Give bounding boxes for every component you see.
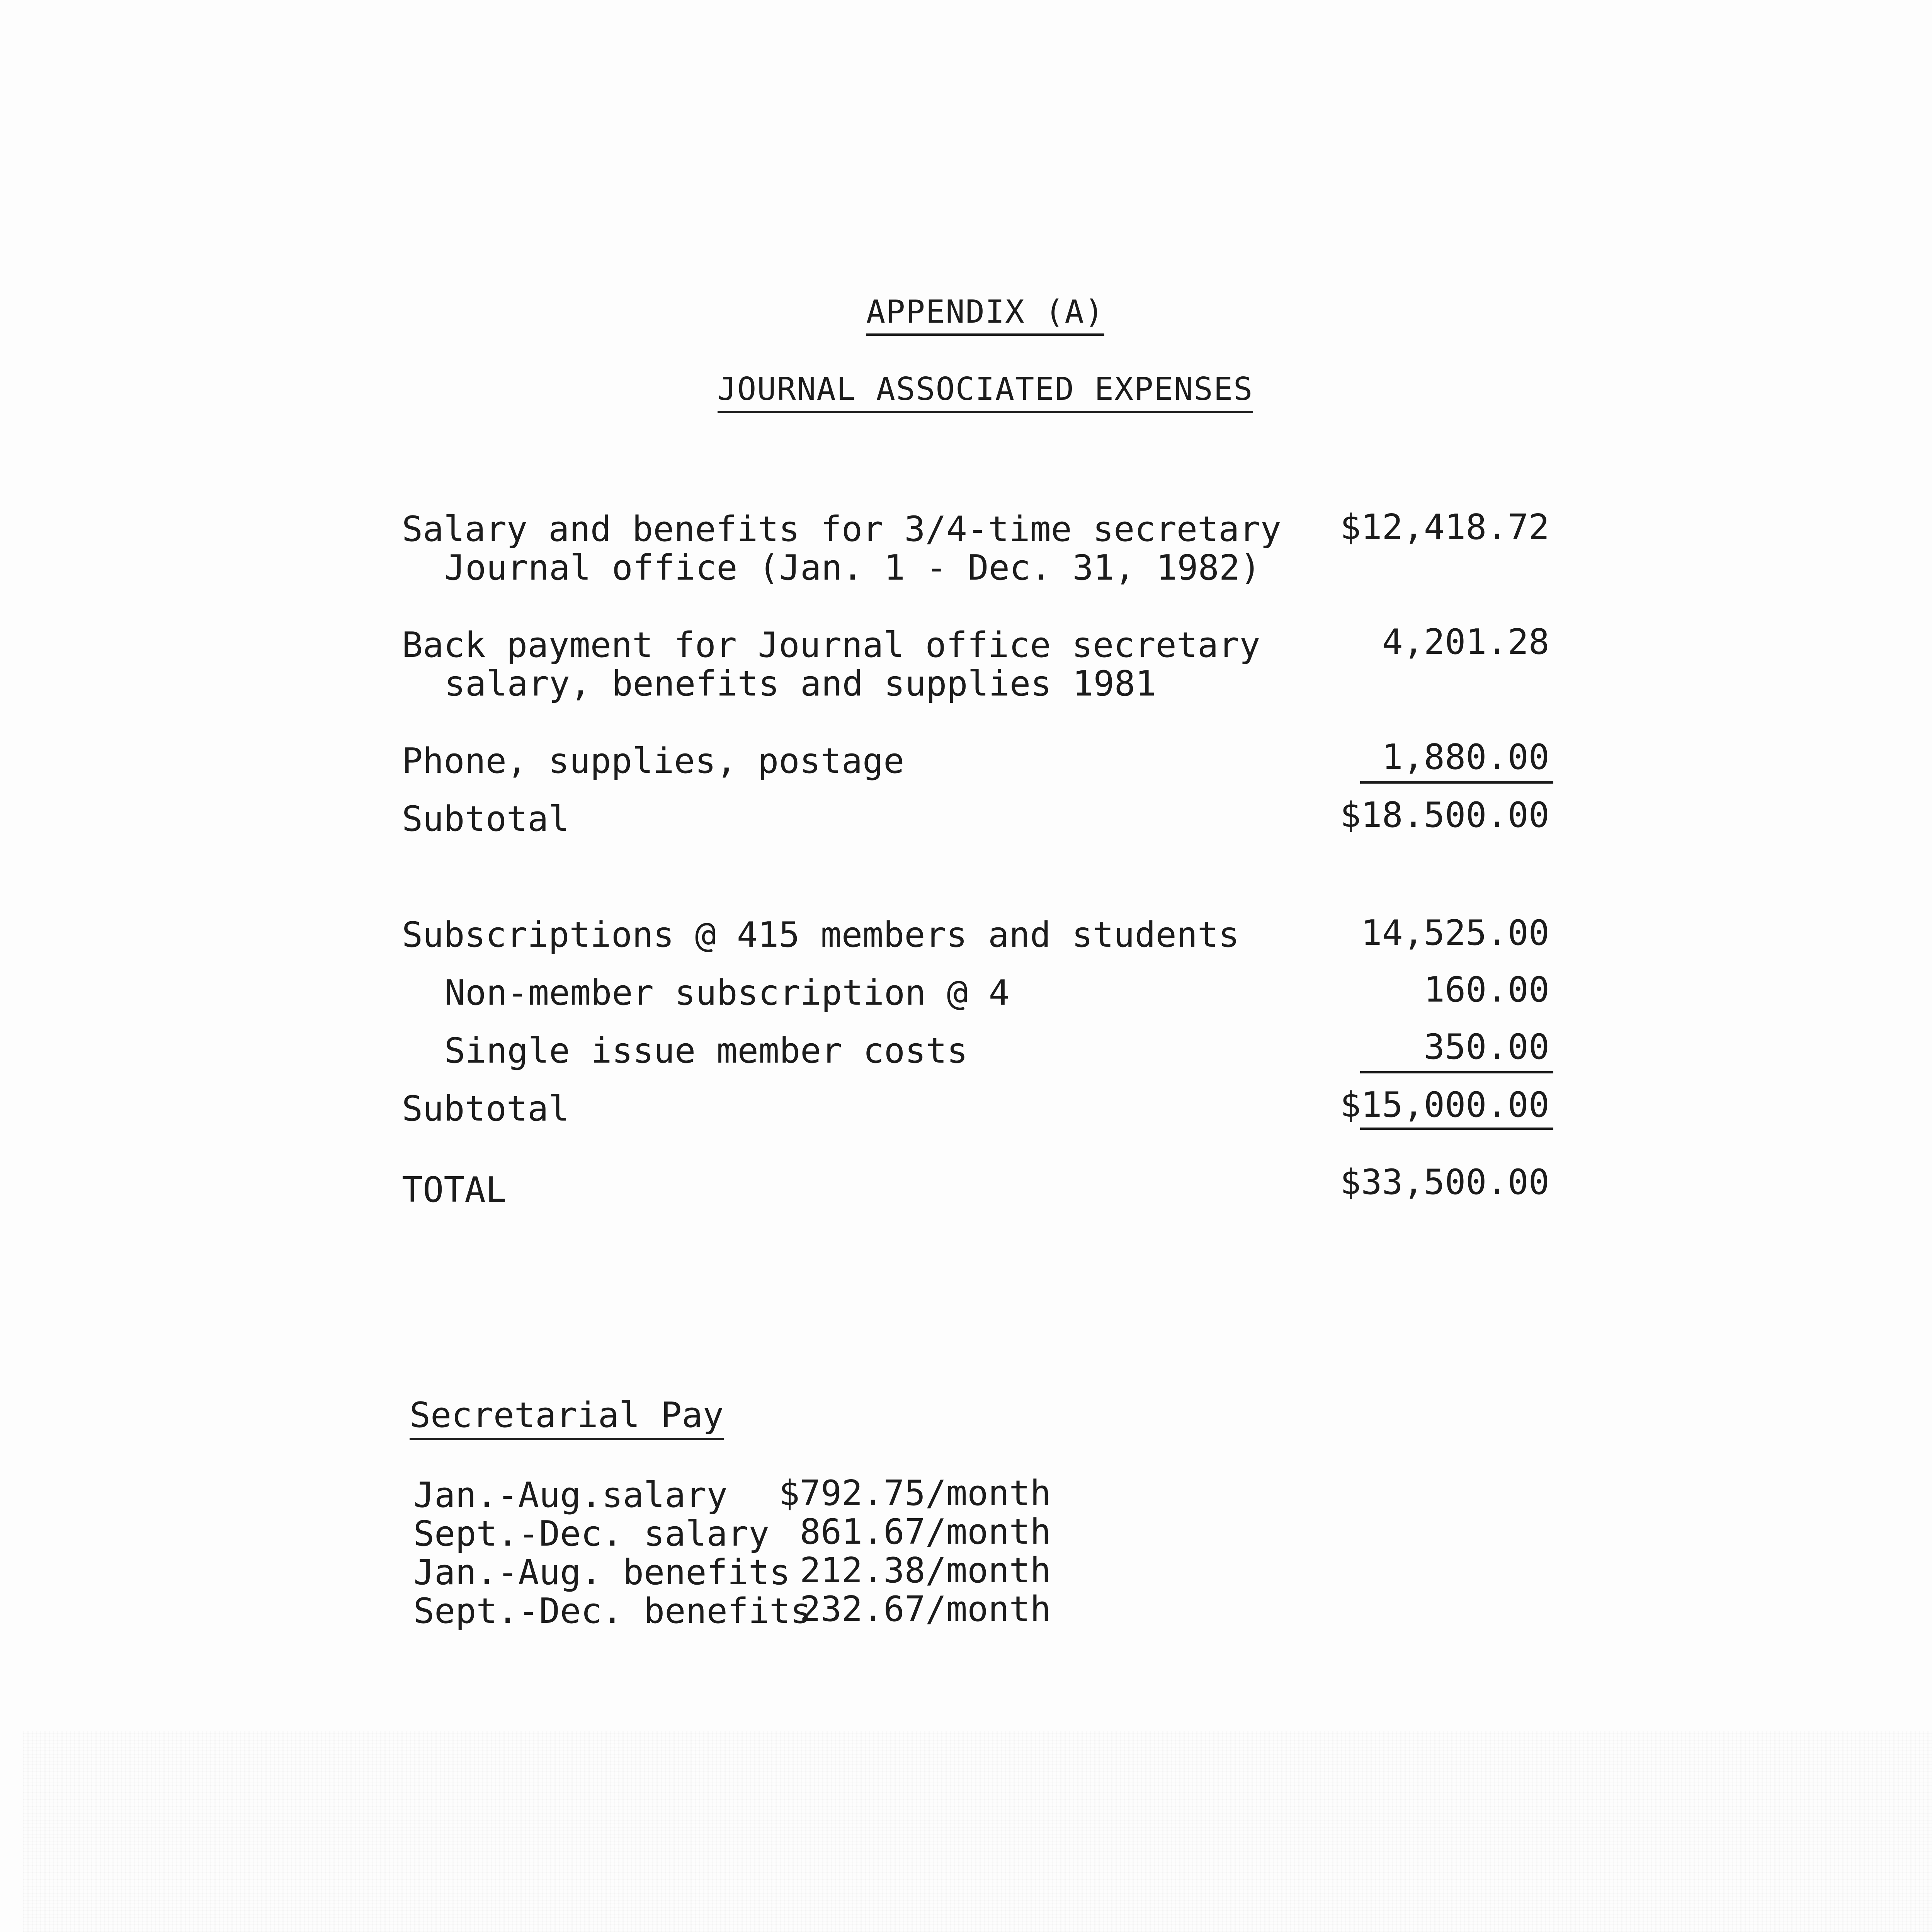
subscription-item-label: Single issue member costs bbox=[444, 1031, 968, 1071]
subscription-item-amount: 350.00 bbox=[1423, 1027, 1549, 1067]
sum-rule bbox=[1360, 1128, 1553, 1130]
expense-item-amount: 4,201.28 bbox=[1382, 622, 1549, 662]
subtotal-label: Subtotal bbox=[402, 799, 570, 839]
subscription-item-label: Subscriptions @ 415 members and students bbox=[402, 915, 1240, 955]
pay-row-value: 232.67/month bbox=[799, 1589, 1051, 1629]
expense-item-label-continued: Journal office (Jan. 1 - Dec. 31, 1982) bbox=[444, 548, 1261, 588]
total-amount: $33,500.00 bbox=[1340, 1162, 1549, 1202]
expense-item-label-continued: salary, benefits and supplies 1981 bbox=[444, 663, 1156, 704]
expense-item-label: Salary and benefits for 3/4-time secretary bbox=[402, 509, 1281, 549]
total-label: TOTAL bbox=[402, 1170, 507, 1210]
subscription-item-label: Non-member subscription @ 4 bbox=[444, 973, 1010, 1013]
pay-row-label: Sept.-Dec. benefits bbox=[413, 1591, 811, 1631]
pay-row-label: Jan.-Aug. benefits bbox=[413, 1552, 791, 1593]
subtotal-amount: $15,000.00 bbox=[1340, 1085, 1549, 1125]
secretarial-pay-heading: Secretarial Pay bbox=[410, 1395, 724, 1435]
subtotal-label: Subtotal bbox=[402, 1088, 570, 1129]
expense-item-amount: $12,418.72 bbox=[1340, 507, 1549, 548]
section-subtitle: JOURNAL ASSOCIATED EXPENSES bbox=[0, 371, 1932, 408]
pay-row-label: Jan.-Aug.salary bbox=[413, 1475, 728, 1515]
pay-row-label: Sept.-Dec. salary bbox=[413, 1514, 770, 1554]
expense-item-amount: 1,880.00 bbox=[1382, 737, 1549, 777]
subscription-item-amount: 14,525.00 bbox=[1361, 913, 1549, 953]
sum-rule bbox=[1360, 1071, 1553, 1073]
subscription-item-amount: 160.00 bbox=[1423, 969, 1549, 1010]
pay-row-value: 212.38/month bbox=[799, 1550, 1051, 1591]
sum-rule bbox=[1360, 781, 1553, 784]
expense-item-label: Phone, supplies, postage bbox=[402, 741, 905, 781]
scan-noise bbox=[23, 1731, 1932, 1932]
appendix-title: APPENDIX (A) bbox=[0, 294, 1932, 330]
expense-item-label: Back payment for Journal office secretary bbox=[402, 625, 1260, 665]
subtotal-amount: $18.500.00 bbox=[1340, 795, 1549, 835]
pay-row-value: $792.75/month bbox=[779, 1473, 1051, 1514]
pay-row-value: 861.67/month bbox=[799, 1512, 1051, 1552]
